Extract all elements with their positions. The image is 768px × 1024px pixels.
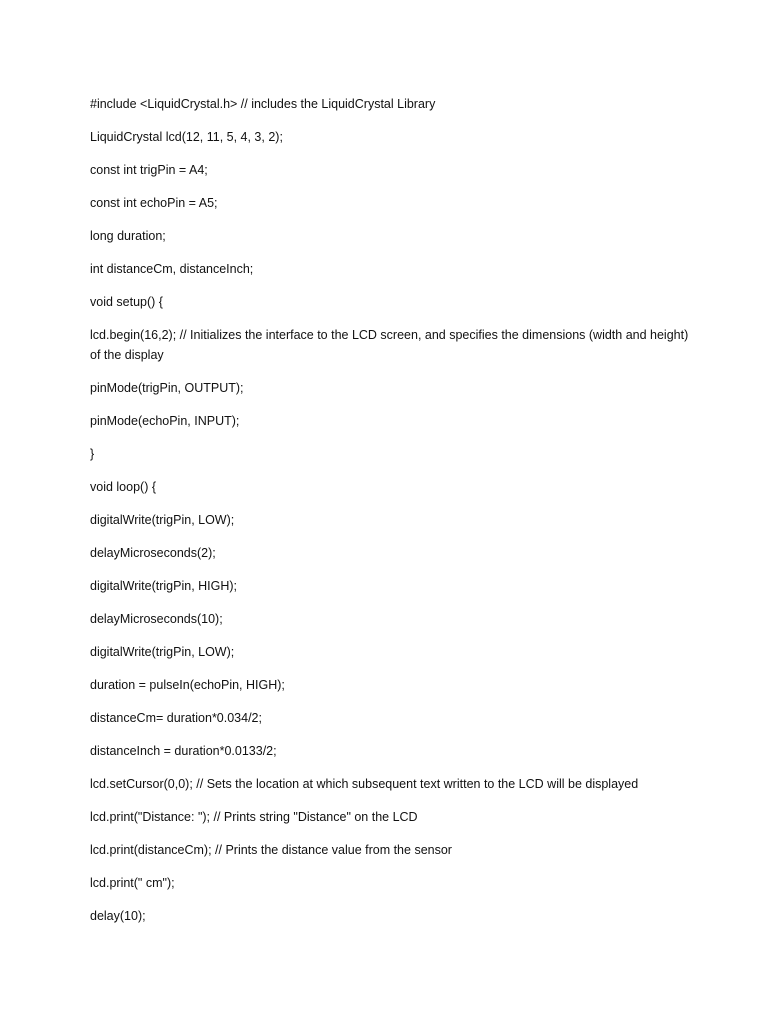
code-line: #include <LiquidCrystal.h> // includes the LiquidCrystal Library xyxy=(90,97,436,111)
code-line: delayMicroseconds(10); xyxy=(90,612,223,626)
code-line: distanceInch = duration*0.0133/2; xyxy=(90,744,277,758)
code-line: int distanceCm, distanceInch; xyxy=(90,262,254,276)
code-line: delayMicroseconds(2); xyxy=(90,546,216,560)
code-line: long duration; xyxy=(90,229,166,243)
code-line: delay(10); xyxy=(90,909,146,923)
code-line: pinMode(echoPin, INPUT); xyxy=(90,414,240,428)
code-line: } xyxy=(90,447,95,461)
code-line: distanceCm= duration*0.034/2; xyxy=(90,711,262,725)
document-body xyxy=(90,94,690,939)
code-line: lcd.setCursor(0,0); // Sets the location at which subsequent text written to the LCD will be displayed xyxy=(90,777,639,791)
code-line: const int echoPin = A5; xyxy=(90,196,218,210)
code-line: duration = pulseIn(echoPin, HIGH); xyxy=(90,678,285,692)
code-line: lcd.print(" cm"); xyxy=(90,876,175,890)
code-line: LiquidCrystal lcd(12, 11, 5, 4, 3, 2); xyxy=(90,130,283,144)
code-line: void loop() { xyxy=(90,480,157,494)
code-line: pinMode(trigPin, OUTPUT); xyxy=(90,381,244,395)
code-line: digitalWrite(trigPin, LOW); xyxy=(90,513,235,527)
code-line: lcd.print("Distance: "); // Prints string "Distance" on the LCD xyxy=(90,810,418,824)
code-line: const int trigPin = A4; xyxy=(90,163,208,177)
code-line: digitalWrite(trigPin, LOW); xyxy=(90,645,235,659)
code-line: void setup() { xyxy=(90,295,163,309)
code-line: digitalWrite(trigPin, HIGH); xyxy=(90,579,238,593)
code-line: lcd.begin(16,2); // Initializes the interface to the LCD screen, and specifies the dimensions (width and height) of the display xyxy=(90,328,689,362)
code-line: lcd.print(distanceCm); // Prints the distance value from the sensor xyxy=(90,843,452,857)
